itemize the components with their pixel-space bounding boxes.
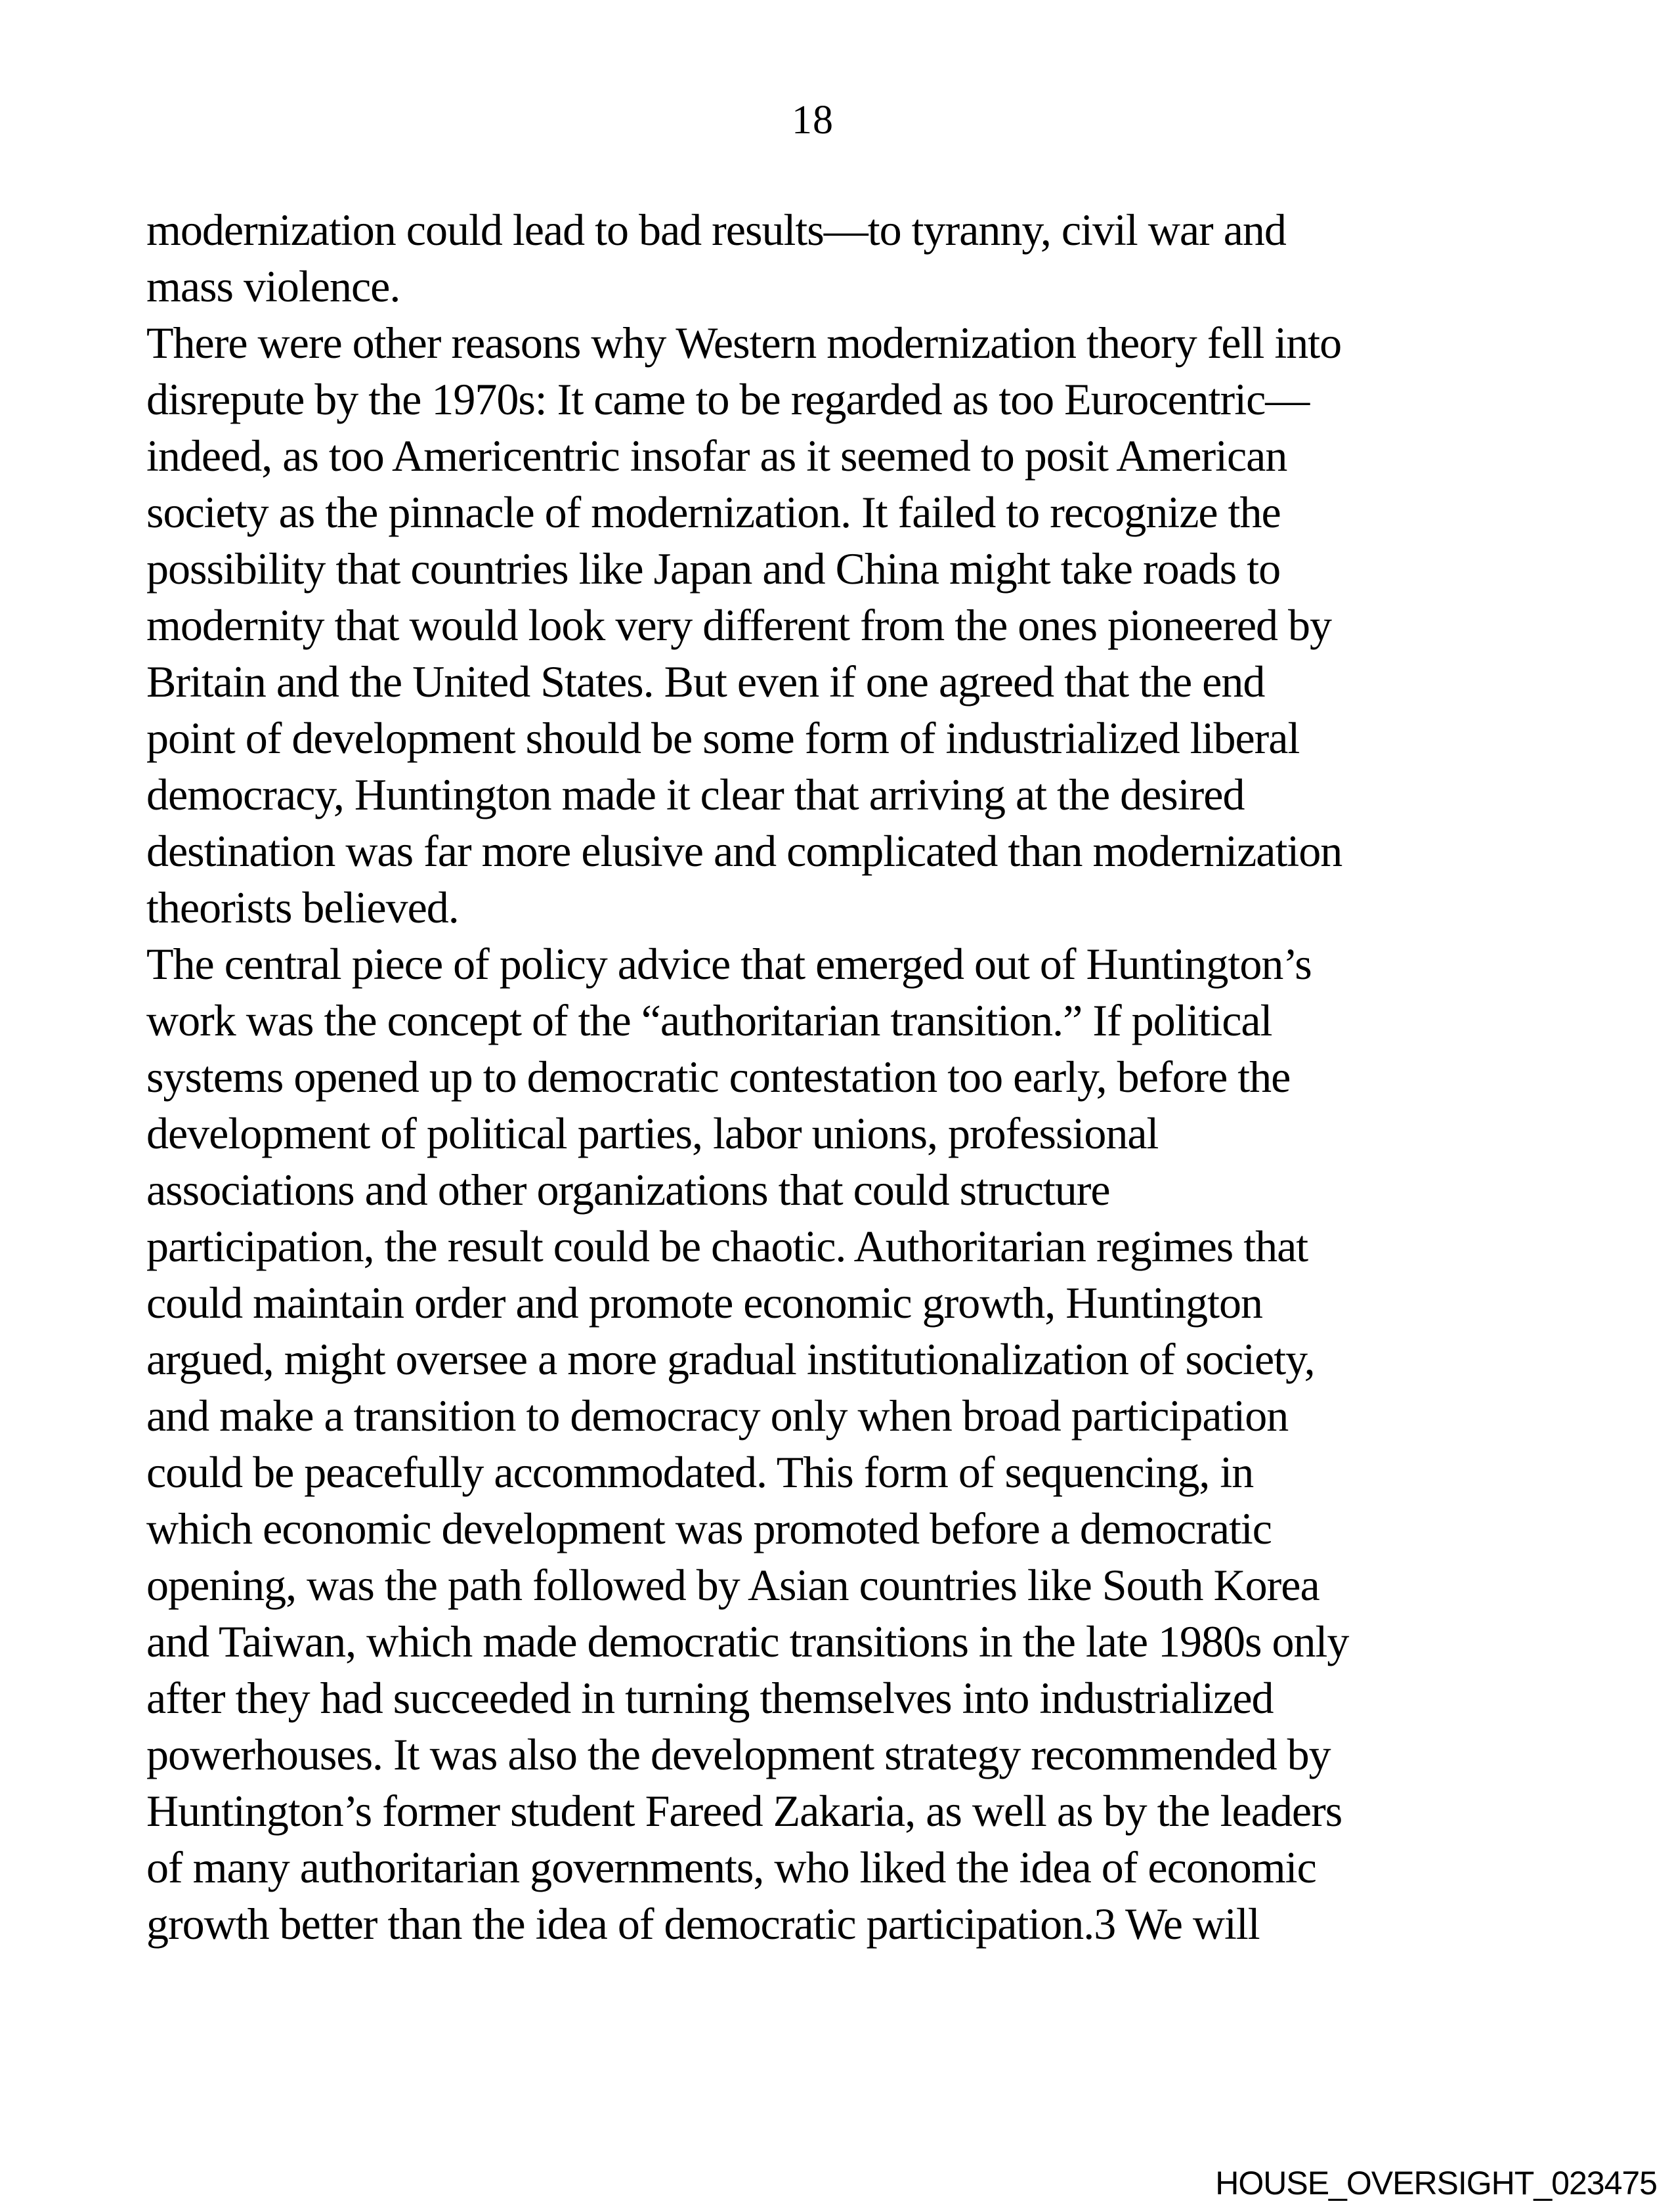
text-line: destination was far more elusive and complicated than modernization xyxy=(146,826,1342,876)
text-line: modernity that would look very different from the ones pioneered by xyxy=(146,600,1332,650)
text-line: could maintain order and promote economic growth, Huntington xyxy=(146,1278,1263,1328)
text-line: indeed, as too Americentric insofar as it seemed to posit American xyxy=(146,431,1287,481)
document-body xyxy=(146,202,1597,1952)
text-line: The central piece of policy advice that emerged out of Huntington’s xyxy=(146,939,1312,989)
text-line: society as the pinnacle of modernization. It failed to recognize the xyxy=(146,487,1281,537)
text-line: Britain and the United States. But even if one agreed that the end xyxy=(146,657,1265,706)
text-line: powerhouses. It was also the development strategy recommended by xyxy=(146,1729,1331,1779)
text-line: participation, the result could be chaotic. Authoritarian regimes that xyxy=(146,1221,1308,1271)
text-line: opening, was the path followed by Asian countries like South Korea xyxy=(146,1560,1320,1610)
text-line: and make a transition to democracy only when broad participation xyxy=(146,1391,1289,1441)
text-line: development of political parties, labor unions, professional xyxy=(146,1108,1159,1158)
text-line: point of development should be some form of industrialized liberal xyxy=(146,713,1300,763)
text-line: associations and other organizations that could structure xyxy=(146,1165,1110,1215)
text-line: disrepute by the 1970s: It came to be regarded as too Eurocentric— xyxy=(146,374,1310,424)
text-line: which economic development was promoted before a democratic xyxy=(146,1504,1272,1553)
bates-stamp: HOUSE_OVERSIGHT_023475 xyxy=(1215,2165,1657,2201)
text-line: growth better than the idea of democratic participation.3 We will xyxy=(146,1899,1260,1949)
text-line: systems opened up to democratic contestation too early, before the xyxy=(146,1052,1291,1102)
text-line: possibility that countries like Japan and China might take roads to xyxy=(146,544,1281,594)
text-line: modernization could lead to bad results—to tyranny, civil war and xyxy=(146,205,1286,255)
text-line: Huntington’s former student Fareed Zakaria, as well as by the leaders xyxy=(146,1786,1342,1836)
text-line: democracy, Huntington made it clear that arriving at the desired xyxy=(146,770,1245,819)
page-number: 18 xyxy=(792,98,834,142)
text-line: work was the concept of the “authoritarian transition.” If political xyxy=(146,995,1272,1045)
text-line: mass violence. xyxy=(146,261,400,311)
text-line: There were other reasons why Western modernization theory fell into xyxy=(146,318,1342,368)
text-line: argued, might oversee a more gradual institutionalization of society, xyxy=(146,1334,1315,1384)
text-line: of many authoritarian governments, who liked the idea of economic xyxy=(146,1842,1316,1892)
text-line: after they had succeeded in turning themselves into industrialized xyxy=(146,1673,1274,1723)
text-line: theorists believed. xyxy=(146,882,459,932)
text-line: and Taiwan, which made democratic transitions in the late 1980s only xyxy=(146,1616,1349,1666)
text-line: could be peacefully accommodated. This form of sequencing, in xyxy=(146,1447,1254,1497)
